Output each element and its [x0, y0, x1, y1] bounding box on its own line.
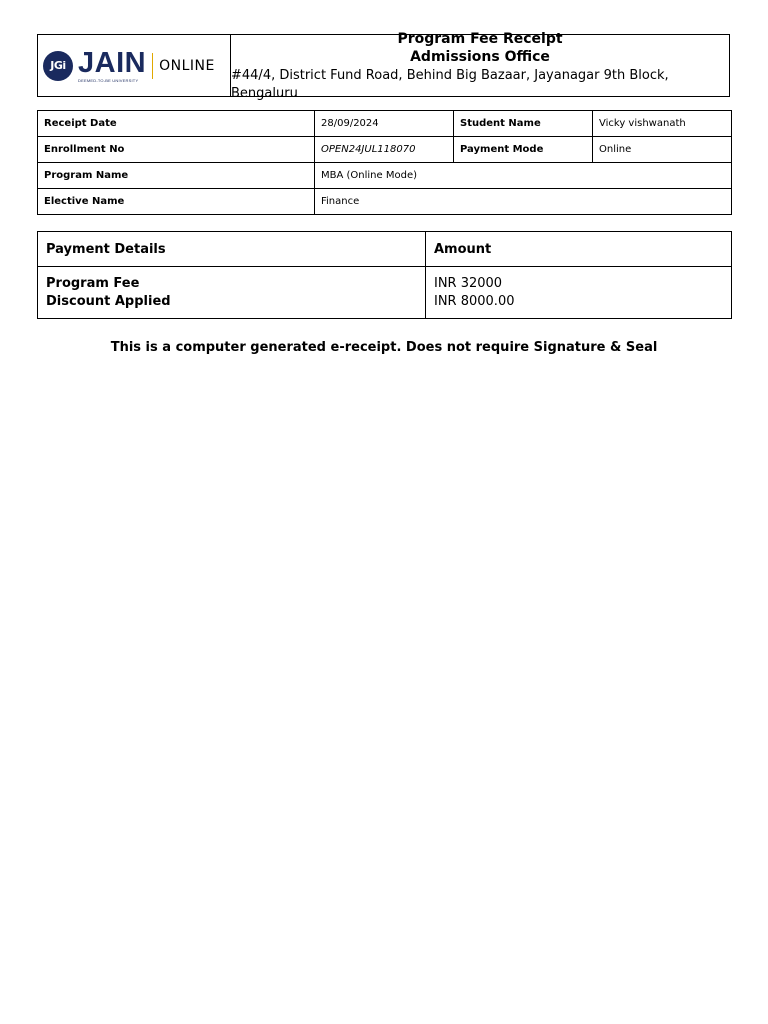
receipt-date-label: Receipt Date	[38, 111, 315, 137]
logo	[38, 35, 231, 96]
discount-amount: INR 8000.00	[434, 293, 515, 309]
logo-divider	[152, 53, 153, 79]
receipt-header	[37, 30, 730, 101]
table-row	[38, 111, 732, 137]
payment-details-header: Payment Details	[38, 232, 426, 267]
payment-mode-label: Payment Mode	[454, 137, 593, 163]
table-row	[38, 163, 732, 189]
logo-jain-text: JAIN	[78, 46, 147, 79]
elective-name-label: Elective Name	[38, 189, 315, 215]
discount-label: Discount Applied	[46, 293, 171, 309]
student-info-table	[37, 110, 732, 215]
table-row	[38, 267, 732, 319]
amount-header: Amount	[426, 232, 732, 267]
enrollment-value: OPEN24JUL118070	[315, 137, 454, 163]
table-row	[38, 137, 732, 163]
receipt-title: Program Fee Receipt	[397, 30, 563, 47]
logo-tagline: DEEMED-TO-BE UNIVERSITY	[78, 77, 139, 83]
header-title-block	[231, 30, 729, 101]
payment-table	[37, 231, 732, 319]
logo-online-text: ONLINE	[159, 57, 215, 74]
table-row	[38, 189, 732, 215]
payment-amounts-cell	[426, 267, 732, 319]
student-name-value: Vicky vishwanath	[593, 111, 732, 137]
payment-mode-value: Online	[593, 137, 732, 163]
elective-name-value: Finance	[315, 189, 732, 215]
program-fee-label: Program Fee	[46, 275, 140, 291]
enrollment-label: Enrollment No	[38, 137, 315, 163]
logo-wordmark	[78, 46, 147, 83]
jgi-logo-mark: JGi	[43, 51, 73, 81]
office-name: Admissions Office	[410, 48, 550, 65]
program-name-value: MBA (Online Mode)	[315, 163, 732, 189]
receipt-date-value: 28/09/2024	[315, 111, 454, 137]
program-fee-amount: INR 32000	[434, 275, 503, 291]
table-header-row	[38, 232, 732, 267]
office-address: #44/4, District Fund Road, Behind Big Bazaar, Jayanagar 9th Block, Bengaluru	[231, 67, 669, 101]
program-name-label: Program Name	[38, 163, 315, 189]
payment-labels-cell	[38, 267, 426, 319]
student-name-label: Student Name	[454, 111, 593, 137]
e-receipt-note: This is a computer generated e-receipt. Does not require Signature & Seal	[110, 340, 658, 355]
